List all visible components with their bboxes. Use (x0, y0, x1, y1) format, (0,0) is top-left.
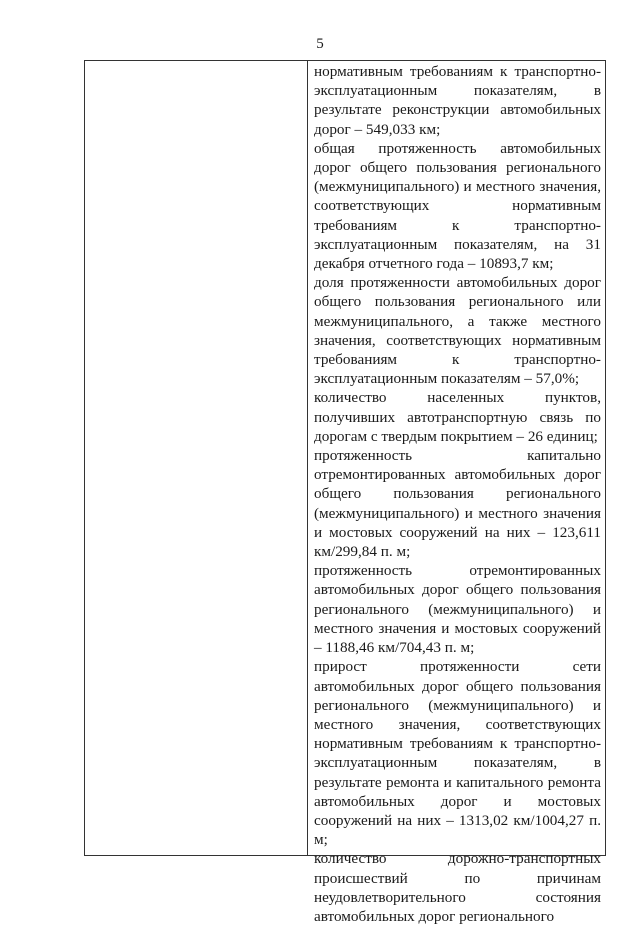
paragraph-settlements-connected: количество населенных пунктов, получивших автотранспортную связь по дорогам с твердым покрытием – 26 единиц; (314, 389, 601, 445)
paragraph-reconstruction-result: нормативным требованиям к транспортно-эксплуатационным показателям, в результате реконструкции автомобильных дорог – 549,033 км; (314, 63, 601, 138)
page-number: 5 (316, 36, 324, 52)
table-right-cell (314, 62, 601, 925)
paragraph-network-growth: прирост протяженности сети автомобильных дорог общего пользования регионального (межмуниципального) и местного значения, соответствующих нормативным требованиям к транспортно-эксплуатационным показателям, в результате ремонта и капитального ремонта автомобильных дорог и мостовых сооружений на них – 1313,02 км/1004,27 п. м; (314, 658, 601, 849)
table-column-divider (307, 61, 308, 855)
paragraph-total-road-length: общая протяженность автомобильных дорог общего пользования регионального (межмуниципального) и местного значения, соответствующих нормативным требованиям к транспортно-эксплуатационным показателям, на 31 декабря отчетного года – 10893,7 км; (314, 139, 601, 273)
paragraph-capital-repair-length: протяженность капитально отремонтированных автомобильных дорог общего пользования регионального (межмуниципального) и местного значения и мостовых сооружений на них – 123,611 км/299,84 п. м; (314, 447, 601, 561)
table-left-cell-empty (85, 61, 307, 855)
paragraph-share-of-roads: доля протяженности автомобильных дорог общего пользования регионального или межмуниципального, а также местного значения, соответствующих нормативным требованиям к транспортно-эксплуатационным показателям – 57,0%; (314, 274, 601, 388)
paragraph-road-accidents: количество дорожно-транспортных происшествий по причинам неудовлетворительного состояния автомобильных дорог регионального (314, 850, 601, 925)
paragraph-repaired-length: протяженность отремонтированных автомобильных дорог общего пользования регионального (межмуниципального) и местного значения и мостовых сооружений – 1188,46 км/704,43 п. м; (314, 562, 601, 657)
document-table (84, 60, 606, 925)
